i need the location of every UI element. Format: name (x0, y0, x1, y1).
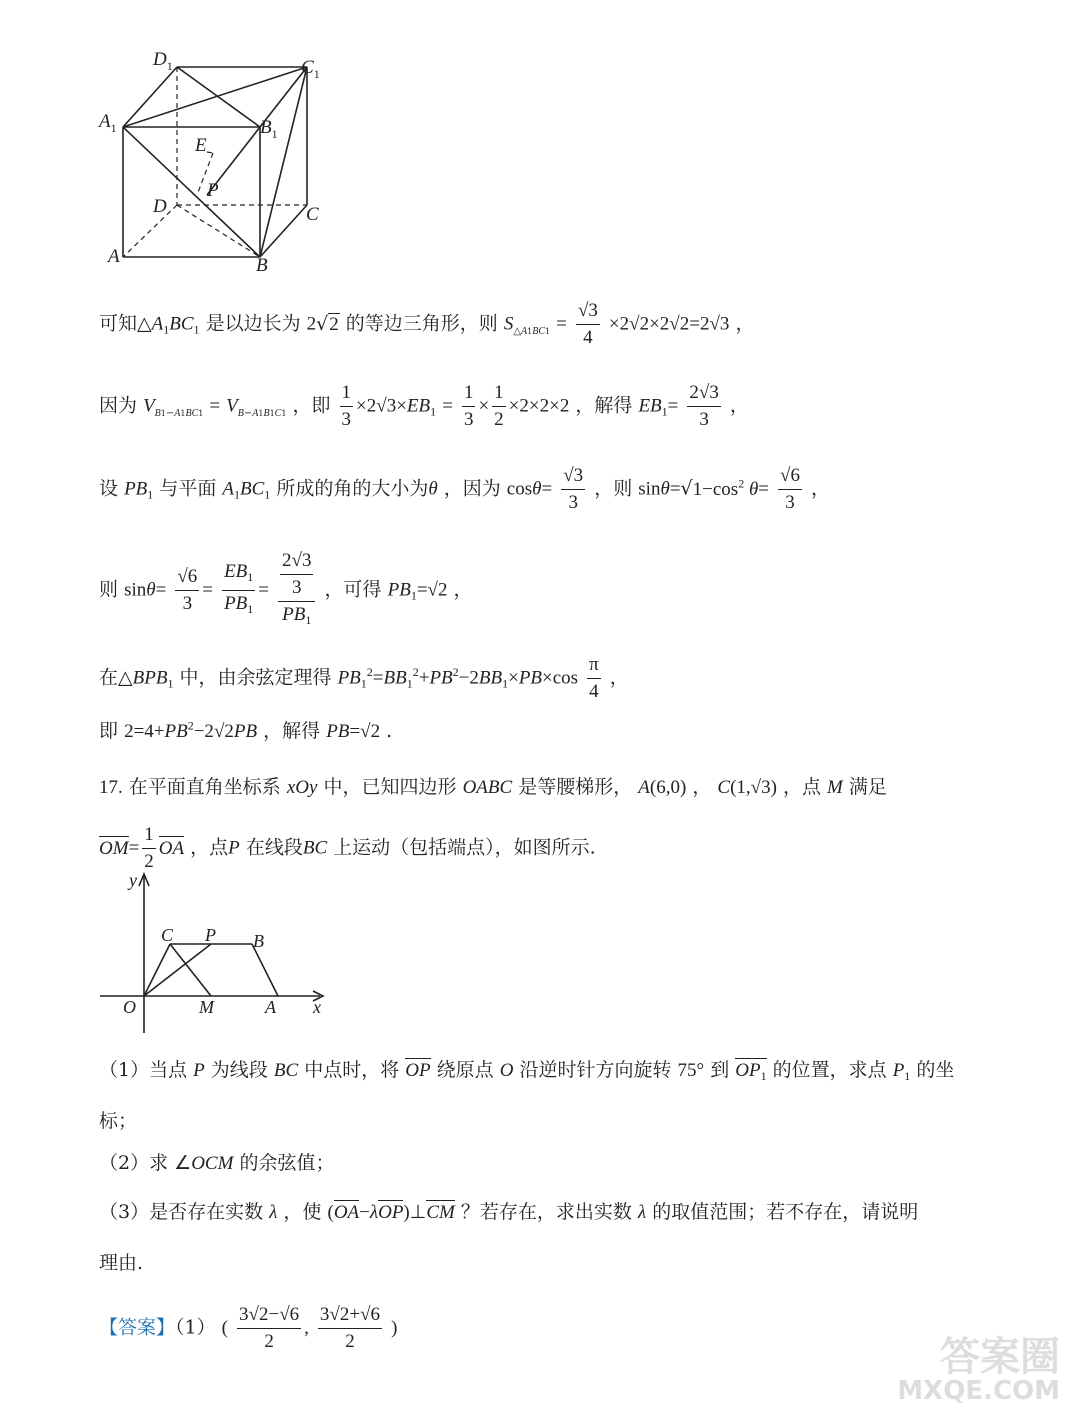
label-x: x (313, 997, 321, 1017)
question-3: （3）是否存在实数 λ ，使 (OA−λOP)⊥CM ？若存在，求出实数 λ 的取值范围；若不存在，请说明 (99, 1201, 919, 1223)
question-1-cont: 标； (99, 1110, 138, 1132)
problem-17-statement-2: OM= $\frac{1}{2}$ OA ，点P 在线段BC 上运动（包括端点），如图所示. (99, 824, 596, 872)
watermark-logo: 答案圈 (940, 1334, 1060, 1380)
label-P: P (205, 925, 216, 945)
solution-line-3: 设 $PB_1$ 与平面 $A_1BC_1$ 所成的角的大小为θ ，因为 cosθ= $\frac{√3}{3}$ ，则 $\sin\theta=√1-\cos^2$ θ= $\frac{√6}{3}$ ， (99, 465, 831, 513)
question-1: （1）当点 P 为线段 BC 中点时，将 OP 绕原点 O 沿逆时针方向旋转 75° 到 $OP_1$ 的位置，求点 $P_1$ 的坐 (99, 1059, 955, 1083)
label-E: E (195, 135, 207, 156)
label-B: B (256, 255, 268, 276)
label-C: C (161, 925, 174, 945)
answer-line: 【答案】（1） ( $\frac{3√2-√6}{2}$ , $\frac{3√2+√6}{2}$ ) (99, 1304, 398, 1352)
watermark-url: MXQE.COM (897, 1376, 1060, 1406)
label-A: A (265, 997, 276, 1017)
label-D: D (153, 196, 167, 217)
label-A1: $A_1$ (99, 111, 117, 135)
label-C: C (306, 204, 319, 225)
question-3-cont: 理由. (99, 1252, 144, 1274)
label-P: P (207, 180, 219, 201)
solution-line-1: 可知$\triangle A_1BC_1$ 是以边长为 2√2 的等边三角形，则 $S_{\triangle A1BC1}$ = $\frac{√3}{4}$ ×2√2×2√2=2√3 ， (99, 300, 755, 348)
solution-line-4: 则 sinθ= $\frac{√6}{3}$ = $\frac{EB_1}{PB_1}$ = $\frac{\frac{2√3}{3}}{PB_1}$ ，可得 $PB_1=√2$ ， (99, 550, 473, 627)
label-M: M (199, 997, 214, 1017)
trapezoid-figure (95, 868, 335, 1038)
solution-line-5: 在$\triangle BPB_1$ 中，由余弦定理得 $PB_1^2=BB_1^2+PB^2-2BB_1\times PB\times\cos$ $\frac{\pi}{4}$ ， (99, 654, 629, 702)
question-2: （2）求 ∠OCM 的余弦值； (99, 1152, 335, 1174)
label-y: y (129, 870, 137, 890)
label-O: O (123, 997, 136, 1017)
label-C1: $C_1$ (301, 57, 320, 81)
label-B: B (253, 931, 264, 951)
label-D1: $D_1$ (153, 49, 173, 73)
answer-tag: 【答案】 (99, 1316, 176, 1339)
label-B1: $B_1$ (260, 117, 278, 141)
solution-line-6: 即 $2=4+PB^2-2√2PB$ ，解得 PB=√2 . (99, 718, 393, 742)
solution-line-2: 因为 $V_{B1-A1BC1} = V_{B-A1B1C1}$ ，即 $\frac{1}{3}$ $\times 2√3\times EB_1$ = $\frac{1}{3}$ × $\frac{1}{2}$ ×2×2×2 ，解得 $EB_1=$ $\frac{2√3}{3}$ ， (99, 382, 749, 430)
label-A: A (108, 246, 120, 267)
problem-17-statement-1: 17. 在平面直角坐标系 xOy 中，已知四边形 OABC 是等腰梯形， A(6,0) ， C(1,√3) ，点 M 满足 (99, 776, 887, 798)
cube-figure (95, 45, 335, 280)
